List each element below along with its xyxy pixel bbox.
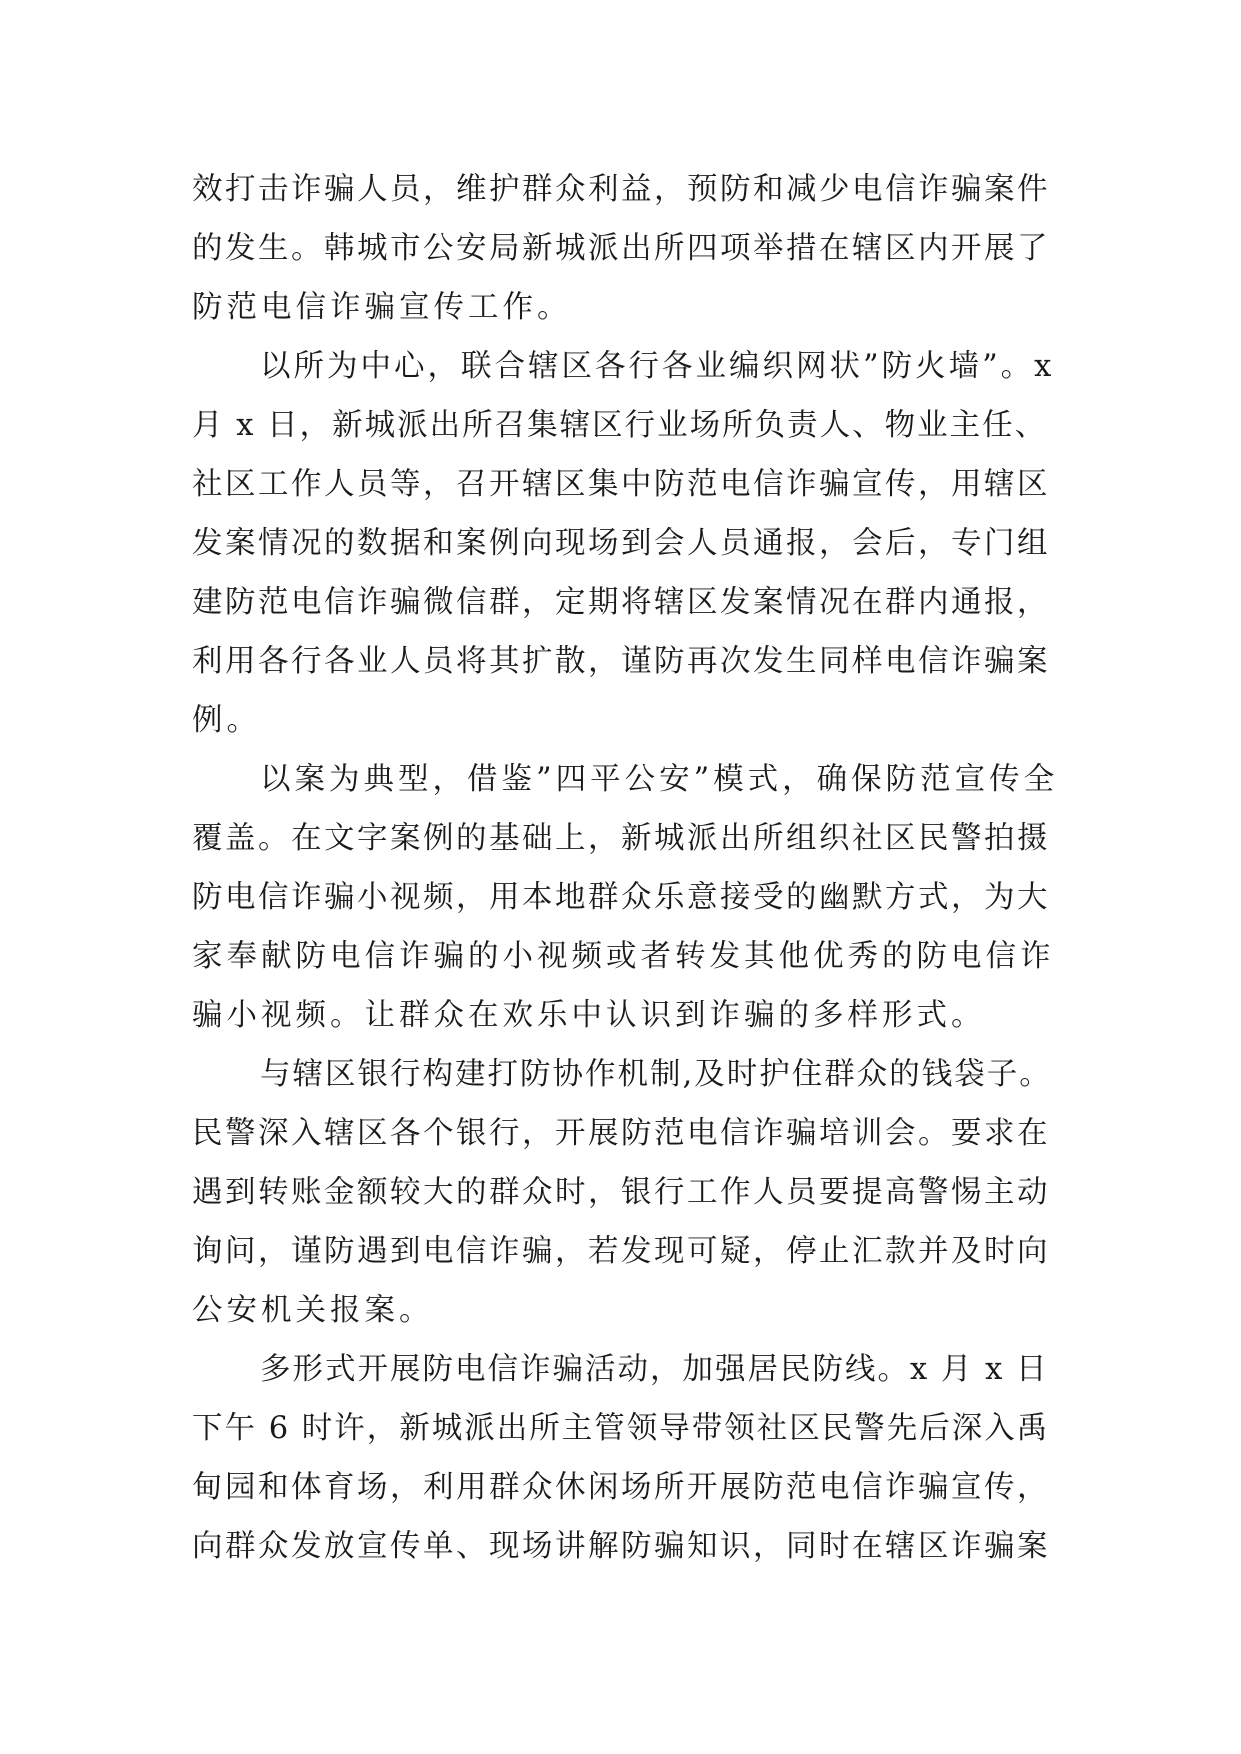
text-line: 覆盖。在文字案例的基础上，新城派出所组织社区民警拍摄 [192, 821, 1050, 856]
text-line: 骗小视频。让群众在欢乐中认识到诈骗的多样形式。 [192, 998, 986, 1033]
text-line: 询问，谨防遇到电信诈骗，若发现可疑，停止汇款并及时向 [192, 1234, 1050, 1269]
paragraph-5 [192, 1340, 1058, 1576]
text-line: 下午 6 时许，新城派出所主管领导带领社区民警先后深入禹 [192, 1411, 1050, 1446]
text-line: 效打击诈骗人员，维护群众利益，预防和减少电信诈骗案件 [192, 172, 1050, 207]
text-line: 以案为典型，借鉴”四平公安”模式，确保防范宣传全 [260, 762, 1059, 797]
paragraph-1 [192, 160, 1058, 337]
document-body [192, 160, 1058, 1576]
text-line: 防电信诈骗小视频，用本地群众乐意接受的幽默方式，为大 [192, 880, 1050, 915]
text-line: 遇到转账金额较大的群众时，银行工作人员要提高警惕主动 [192, 1175, 1050, 1210]
text-line: 公安机关报案。 [192, 1293, 434, 1328]
text-line: 甸园和体育场，利用群众休闲场所开展防范电信诈骗宣传， [192, 1470, 1050, 1505]
text-line: 例。 [192, 703, 261, 738]
text-line: 民警深入辖区各个银行，开展防范电信诈骗培训会。要求在 [192, 1116, 1050, 1151]
text-line: 社区工作人员等，召开辖区集中防范电信诈骗宣传，用辖区 [192, 467, 1050, 502]
text-line: 防范电信诈骗宣传工作。 [192, 290, 572, 325]
text-line: 多形式开展防电信诈骗活动，加强居民防线。x 月 x 日 [260, 1352, 1049, 1387]
text-line: 利用各行各业人员将其扩散，谨防再次发生同样电信诈骗案 [192, 644, 1050, 679]
text-line: 与辖区银行构建打防协作机制,及时护住群众的钱袋子。 [260, 1057, 1052, 1092]
text-line: 的发生。韩城市公安局新城派出所四项举措在辖区内开展了 [192, 231, 1050, 266]
paragraph-3 [192, 750, 1058, 1045]
text-line: 以所为中心，联合辖区各行各业编织网状”防火墙”。x [260, 349, 1055, 384]
text-line: 家奉献防电信诈骗的小视频或者转发其他优秀的防电信诈 [192, 939, 1055, 974]
text-line: 发案情况的数据和案例向现场到会人员通报，会后，专门组 [192, 526, 1050, 561]
text-line: 向群众发放宣传单、现场讲解防骗知识，同时在辖区诈骗案 [192, 1529, 1050, 1564]
text-line: 建防范电信诈骗微信群，定期将辖区发案情况在群内通报， [192, 585, 1050, 620]
paragraph-2 [192, 337, 1058, 750]
paragraph-4 [192, 1045, 1058, 1340]
text-line: 月 x 日，新城派出所召集辖区行业场所负责人、物业主任、 [192, 408, 1048, 443]
